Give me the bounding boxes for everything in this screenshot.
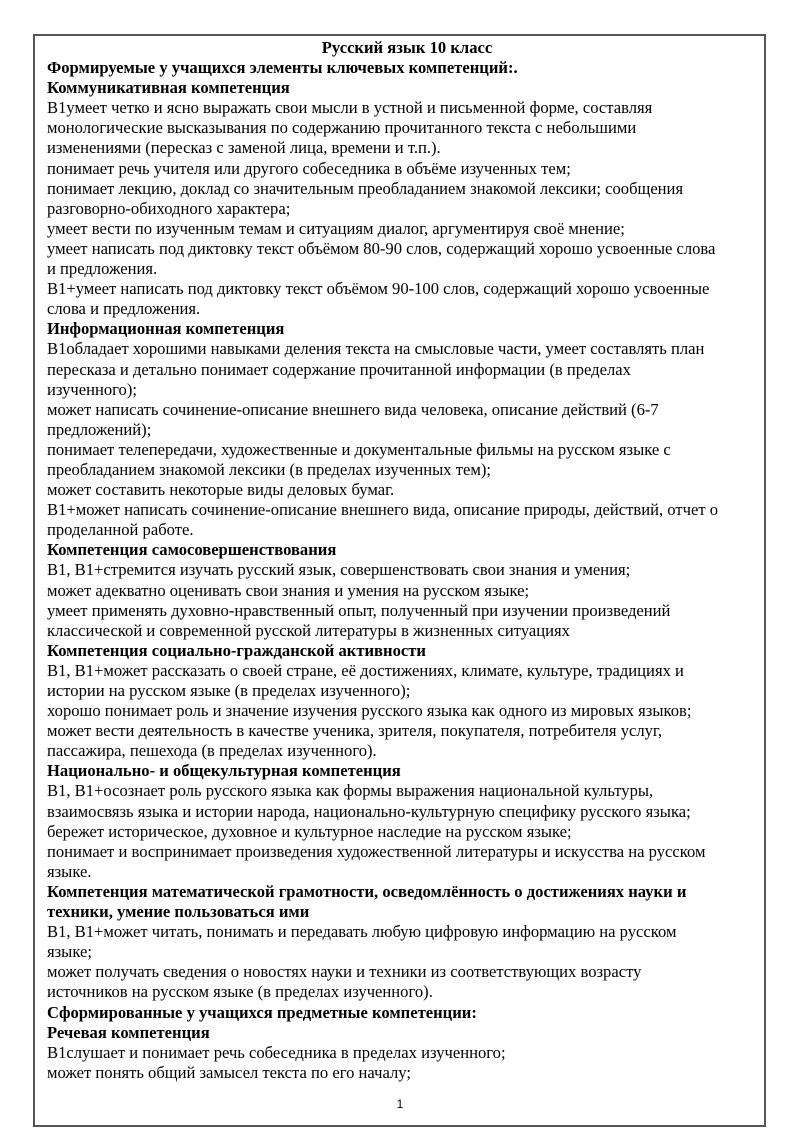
text-line: проделанной работе. bbox=[47, 520, 194, 540]
text-line: языке; bbox=[47, 942, 92, 962]
section-heading: Формируемые у учащихся элементы ключевых компетенций:. bbox=[47, 58, 518, 78]
text-line: В1, В1+осознает роль русского языка как формы выражения национальной культуры, bbox=[47, 781, 654, 801]
text-line: пассажира, пешехода (в пределах изученного). bbox=[47, 741, 377, 761]
text-line: понимает и воспринимает произведения художественной литературы и искусства на русском bbox=[47, 841, 706, 861]
text-line: понимает речь учителя или другого собеседника в объёме изученных тем; bbox=[47, 158, 571, 178]
section-heading: Коммуникативная компетенция bbox=[47, 78, 290, 98]
text-line: хорошо понимает роль и значение изучения русского языка как одного из мировых языков; bbox=[47, 701, 692, 721]
text-line: языке. bbox=[47, 861, 92, 881]
text-line: истории на русском языке (в пределах изученного); bbox=[47, 681, 411, 700]
text-line: В1, В1+стремится изучать русский язык, совершенствовать свои знания и умения; bbox=[47, 560, 631, 580]
text-line: может вести деятельность в качестве ученика, зрителя, покупателя, потребителя услуг, bbox=[47, 721, 663, 741]
text-line: может составить некоторые виды деловых бумаг. bbox=[47, 480, 395, 500]
text-line: может написать сочинение-описание внешнего вида человека, описание действий (6-7 bbox=[47, 399, 659, 419]
text-line: предложений); bbox=[47, 419, 152, 439]
text-line: слова и предложения. bbox=[47, 299, 201, 319]
text-line: пересказа и детально понимает содержание прочитанной информации (в пределах bbox=[47, 359, 631, 379]
text-line: классической и современной русской литературы в жизненных ситуациях bbox=[47, 620, 570, 640]
document-text bbox=[47, 58, 767, 1083]
section-heading: Информационная компетенция bbox=[47, 319, 285, 339]
text-line: изученного); bbox=[47, 379, 137, 399]
text-line: разговорно-обиходного характера; bbox=[47, 198, 291, 218]
text-line: понимает телепередачи, художественные и документальные фильмы на русском языке с bbox=[47, 439, 671, 459]
text-line: может получать сведения о новостях науки и техники из соответствующих возрасту bbox=[47, 962, 642, 982]
text-line: и предложения. bbox=[47, 259, 158, 279]
text-line: В1, В1+может читать, понимать и передавать любую цифровую информацию на русском bbox=[47, 922, 677, 942]
text-line: преобладанием знакомой лексики (в пределах изученных тем); bbox=[47, 459, 491, 479]
text-line: понимает лекцию, доклад со значительным преобладанием знакомой лексики; сообщения bbox=[47, 178, 684, 198]
page-title: Русский язык 10 класс bbox=[321, 38, 493, 57]
text-line: В1+умеет написать под диктовку текст объёмом 90-100 слов, содержащий хорошо усвоенные bbox=[47, 279, 710, 299]
section-heading: техники, умение пользоваться ими bbox=[47, 902, 310, 922]
text-line: взаимосвязь языка и истории народа, национально-культурную специфику русского языка; bbox=[47, 801, 691, 821]
text-line: В1слушает и понимает речь собеседника в пределах изученного; bbox=[47, 1042, 506, 1062]
text-line: В1+может написать сочинение-описание внешнего вида, описание природы, действий, отчет о bbox=[47, 500, 719, 520]
text-line: монологические высказывания по содержанию прочитанного текста с небольшими bbox=[47, 118, 637, 138]
section-heading: Речевая компетенция bbox=[47, 1022, 210, 1042]
document-body bbox=[47, 38, 767, 1083]
text-line: В1умеет четко и ясно выражать свои мысли в устной и письменной форме, составляя bbox=[47, 98, 653, 118]
text-line: может адекватно оценивать свои знания и умения на русском языке; bbox=[47, 580, 530, 600]
page-number: 1 bbox=[396, 1097, 404, 1111]
section-heading: Сформированные у учащихся предметные компетенции: bbox=[47, 1002, 477, 1022]
section-heading: Компетенция социально-гражданской активности bbox=[47, 640, 426, 660]
section-heading: Компетенция самосовершенствования bbox=[47, 540, 337, 560]
text-line: бережет историческое, духовное и культурное наследие на русском языке; bbox=[47, 821, 572, 841]
text-line: умеет написать под диктовку текст объёмом 80-90 слов, содержащий хорошо усвоенные слова bbox=[47, 238, 716, 258]
text-line: умеет применять духовно-нравственный опыт, полученный при изучении произведений bbox=[47, 600, 671, 620]
section-heading: Компетенция математической грамотности, осведомлённость о достижениях науки и bbox=[47, 881, 687, 901]
text-line: умеет вести по изученным темам и ситуациям диалог, аргументируя своё мнение; bbox=[47, 218, 625, 238]
text-line: В1обладает хорошими навыками деления текста на смысловые части, умеет составлять план bbox=[47, 339, 705, 359]
text-line: источников на русском языке (в пределах изученного). bbox=[47, 982, 433, 1002]
section-heading: Национально- и общекультурная компетенция bbox=[47, 761, 401, 781]
text-line: может понять общий замысел текста по его началу; bbox=[47, 1062, 411, 1082]
text-line: В1, В1+может рассказать о своей стране, её достижениях, климате, культуре, традициях и bbox=[47, 660, 684, 680]
text-line: изменениями (пересказ с заменой лица, времени и т.п.). bbox=[47, 138, 441, 158]
